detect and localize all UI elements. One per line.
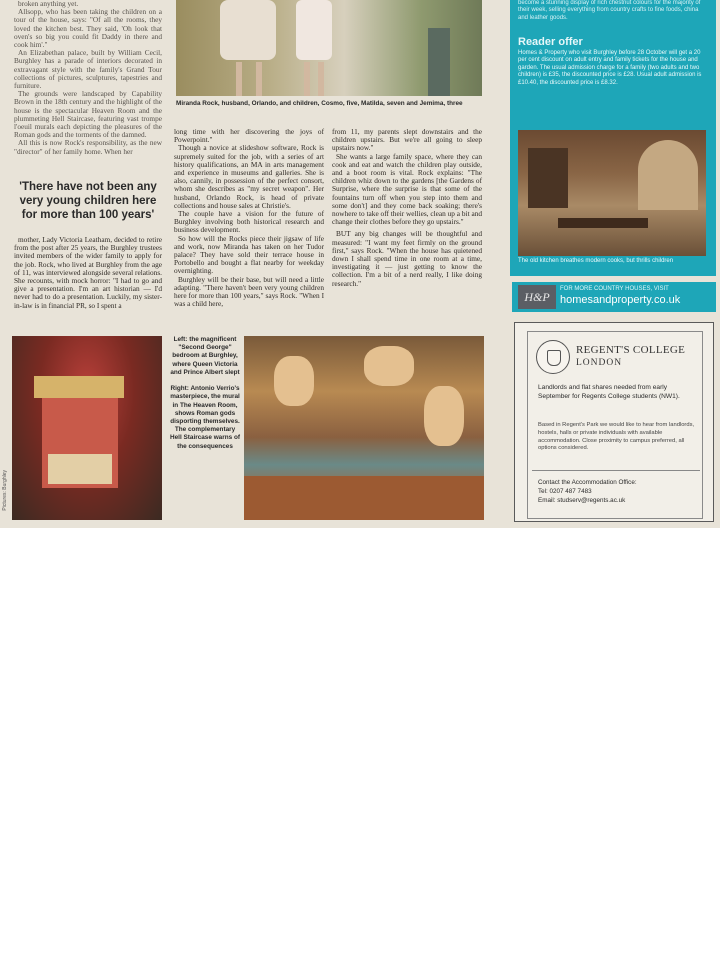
col1-after-quote: mother, Lady Victoria Leatham, decided to retire from the post after 25 years, the Burghley trustees invited members of the wider family to apply for the job. Rock, who lived at Burghley from the age of 11, was interviewed alongside several relations. She recounts, with mock horror: "I had to go and give a presentation. I'm an art historian — I'd never had to do a presentation. Luckily, my sister-in-law is in financial PR, so I spent a [14, 235, 162, 310]
col2-paragraph: Though a novice at slideshow software, Rock is supremely suited for the job, with a series of art history qualifications, an MA in arts management and experience in museums and galleries. She is also, cannily, in possession of the perfect consort, whom she describes as "my secret weapon". Her husband, Orlando Rock, is head of private collections and house sales at Christie's. [174, 143, 324, 210]
contact-tel: Tel: 0207 487 7483 [538, 488, 592, 495]
col1-line: All this is now Rock's responsibility, as the new "director" of her family home. When her [14, 138, 162, 156]
picture-credit: Pictures: Burghley [2, 470, 8, 511]
kitchen-photo [518, 130, 706, 256]
col1-line: An Elizabethan palace, built by William Cecil, Burghley has a parade of interiors decorated in extravagant style with the family's Grand Tour collections of pictures, sculptures, tapestries and furniture. [14, 48, 162, 91]
col3-paragraph: She wants a large family space, where they can cook and eat and watch the children play outside, and a boot room is vital. Rock explains: "The children whiz down to the gardens [the Gardens of Surprise, where the surprise is that some of the fountains turn off when you step into them and some don't] and they come back soaking; there's nowhere to take off their wellies, clean up a bit and change their clothes before they go upstairs." [332, 151, 482, 227]
contact-email: Email: studserv@regents.ac.uk [538, 497, 626, 504]
sidebar-heading: Reader offer [518, 36, 583, 48]
college-name: REGENT'S COLLEGE [576, 344, 686, 356]
heaven-room-photo [244, 336, 484, 520]
advert-contact [538, 478, 698, 505]
homes-and-property-banner[interactable] [512, 282, 716, 312]
bedroom-heaven-room-caption: Left: the magnificent "Second George" bedroom at Burghley, where Queen Victoria and Prince Albert slept Right: Antonio Verrio's masterpiece, the mural in The Heaven Room, shows Roman gods disporting themselves. The complementary Hell Staircase warns of the consequences [170, 336, 240, 450]
article-column-1 [14, 0, 162, 156]
regents-college-advert [514, 322, 714, 522]
article-column-2 [174, 128, 324, 308]
advert-frame [527, 331, 703, 519]
hp-logo: H&P [518, 285, 556, 309]
article-column-1-continued [14, 236, 162, 310]
family-photo-caption: Miranda Rock, husband, Orlando, and children, Cosmo, five, Matilda, seven and Jemima, three [176, 100, 463, 107]
sidebar-body: Homes & Property who visit Burghley before 28 October will get a 20 per cent discount on adult entry and family tickets for the house and garden. The usual admission charge for a family (two adults and two children) is £35, the discounted price is £28. Usual adult admission is £10.40, the discounted price is £8.32. [518, 50, 702, 86]
second-george-bedroom-photo [12, 336, 162, 520]
college-city: LONDON [576, 358, 623, 368]
article-column-3 [332, 128, 482, 288]
col2-paragraph: Burghley will be their base, but will need a little adapting. "There haven't been very young children here for more than 100 years," says Rock. "When I was a child here, [174, 274, 324, 309]
col2-paragraph: The couple have a vision for the future of Burghley involving both historical research and business development. [174, 209, 324, 235]
col1-line: Allsopp, who has been taking the children on a tour of the house, says: "Of all the rooms, they loved the kitchen best. They said, 'Oh look that oven's so big you could fit Daddy in there and cook him'." [14, 7, 162, 50]
col1-line: The grounds were landscaped by Capability Brown in the 18th century and the highlight of the house is the spectacular Heaven Room and the plummeting Hell Staircase, featuring vast trompe l'oeuil murals each depicting the pleasures of the Roman gods and the torments of the damned. [14, 89, 162, 140]
family-photo [176, 0, 482, 96]
hp-url-link[interactable]: homesandproperty.co.uk [560, 294, 681, 306]
pull-quote: 'There have not been any very young children here for more than 100 years' [19, 181, 157, 221]
sidebar-top-text: become a stunning display of rich chestnut colours for the majority of their week, selling everything from country crafts to fine foods, china and leather goods. [518, 0, 701, 21]
advert-body: Based in Regent's Park we would like to hear from landlords, hostels, halls or private individuals with available accommodation. Close proximity to campus preferred, all options considered. [538, 422, 695, 452]
contact-title: Contact the Accommodation Office: [538, 479, 637, 486]
col2-paragraph: So how will the Rocks piece their jigsaw of life and work, now Miranda has taken on her Tudor palace? They have sold their terrace house in Portobello and bought a flat nearby for weekday overnighting. [174, 233, 324, 276]
advert-headline: Landlords and flat shares needed from early September for Regents College students (NW1). [538, 384, 680, 400]
advert-divider [532, 470, 700, 471]
col2-paragraph: long time with her discovering the joys of Powerpoint." [174, 127, 324, 145]
col1-line: broken anything yet. [18, 0, 79, 8]
hp-banner-text: FOR MORE COUNTRY HOUSES, VISIT [560, 286, 669, 292]
college-crest-icon [536, 340, 570, 374]
col3-paragraph: BUT any big changes will be thoughtful and measured: "I want my feet firmly on the ground first," says Rock. "When the house has quietened down I shall spend time in one room at a time, investigating it — just getting to know the collection. I'm a bit of a nerd really, I like doing research." [332, 229, 482, 288]
col3-paragraph: from 11, my parents slept downstairs and the children upstairs. But we're all going to sleep upstairs now." [332, 127, 482, 153]
kitchen-caption: The old kitchen breathes modern cooks, but thrills children [518, 258, 674, 264]
